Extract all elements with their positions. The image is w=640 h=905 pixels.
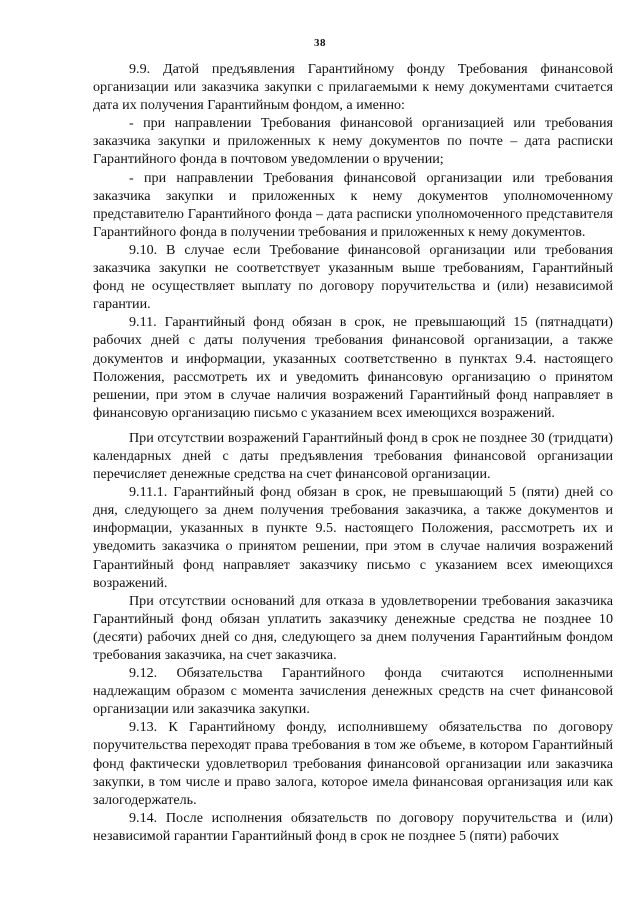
paragraph-9-12: 9.12. Обязательства Гарантийного фонда считаются исполненными надлежащим образом с момента зачисления денежных средств на счет финансовой организации или заказчика закупки. (93, 665, 613, 718)
paragraph-9-9: 9.9. Датой предъявления Гарантийному фонду Требования финансовой организации или заказчика закупки с прилагаемыми к нему документами считается дата их получения Гарантийным фондом, а именно: (93, 61, 613, 114)
paragraph-9-11-1: 9.11.1. Гарантийный фонд обязан в срок, не превышающий 5 (пяти) дней со дня, следующего за днем получения требования заказчика, а также документов и информации, указанных в пункте 9.5. настоящего Положения, рассмотреть их и уведомить заказчика о принятом решении, при этом в случае наличия возражений Гарантийный фонд направляет заказчику письмо с указанием всех имеющихся возражений. (93, 484, 613, 591)
paragraph-9-9-representative: - при направлении Требования финансовой организации или требования заказчика закупки и приложенных к нему документов уполномоченному представителю Гарантийного фонда – дата расписки уполномоченного представителя Гарантийного фонда в получении требования и приложенных к нему документов. (93, 169, 613, 240)
paragraph-9-11-payment: При отсутствии возражений Гарантийный фонд в срок не позднее 30 (тридцати) календарных дней с даты предъявления требования финансовой организации перечисляет денежные средства на счет финансовой организации. (93, 429, 613, 483)
paragraph-9-10: 9.10. В случае если Требование финансовой организации или требования заказчика закупки не соответствует указанным выше требованиям, Гарантийный фонд не осуществляет выплату по договору поручительства и (или) независимой гарантии. (93, 241, 613, 313)
paragraph-9-11: 9.11. Гарантийный фонд обязан в срок, не превышающий 15 (пятнадцати) рабочих дней с даты получения требования финансовой организации, а также документов и информации, указанных соответственно в пунктах 9.4. настоящего Положения, рассмотреть их и уведомить финансовую организацию о принятом решении, при этом в случае наличия возражений Гарантийный фонд направляет в финансовую организацию письмо с указанием всех имеющихся возражений. (93, 314, 613, 421)
document-body (93, 60, 613, 845)
page-number: 38 (314, 37, 326, 49)
paragraph-9-11-1-payment: При отсутствии оснований для отказа в удовлетворении требования заказчика Гарантийный фонд обязан уплатить заказчику денежные средства не позднее 10 (десяти) рабочих дней со дня, следующего за днем получения Гарантийным фондом требования заказчика, на счет заказчика. (93, 592, 613, 663)
paragraph-9-14: 9.14. После исполнения обязательств по договору поручительства и (или) независимой гарантии Гарантийный фонд в срок не позднее 5 (пяти) рабочих (93, 809, 613, 844)
paragraph-9-13: 9.13. К Гарантийному фонду, исполнившему обязательства по договору поручительства переходят права требования в том же объеме, в котором Гарантийный фонд фактически удовлетворил требования финансовой организации или заказчика закупки, в том числе и право залога, которое имела финансовая организация или как залогодержатель. (93, 719, 613, 808)
paragraph-9-9-postal: - при направлении Требования финансовой организацией или требования заказчика закупки и приложенных к нему документов по почте – дата расписки Гарантийного фонда в почтовом уведомлении о вручении; (93, 115, 613, 168)
